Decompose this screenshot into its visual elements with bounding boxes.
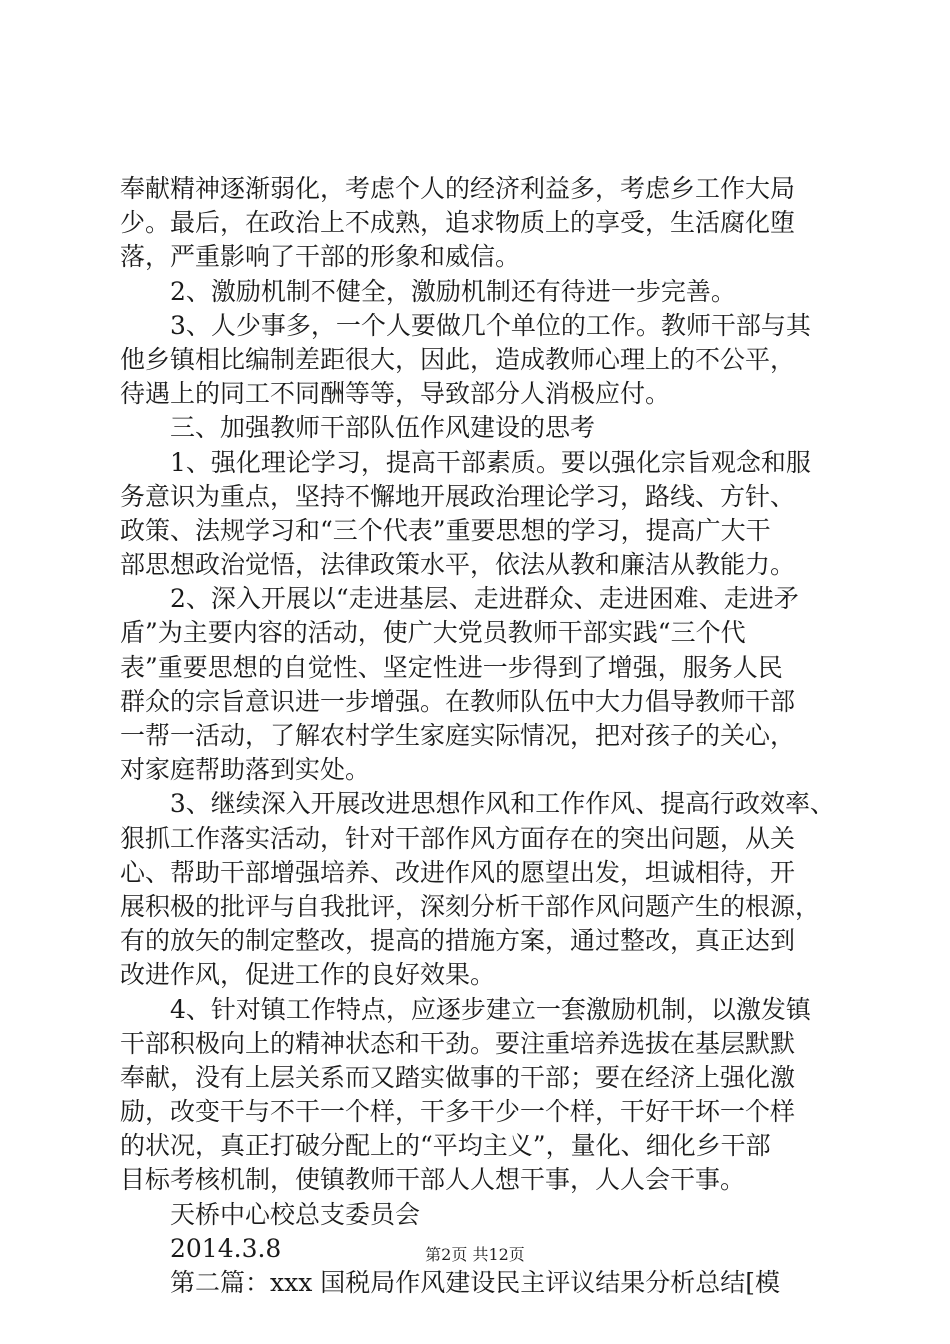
text-line: 一帮一活动，了解农村学生家庭实际情况，把对孩子的关心， <box>120 721 796 750</box>
text-line: 狠抓工作落实活动，针对干部作风方面存在的突出问题，从关 <box>120 823 796 853</box>
text-line: 表”重要思想的自觉性、坚定性进一步得到了增强，服务人民 <box>120 652 783 682</box>
page-footer: 第2页 共12页 <box>425 1245 525 1264</box>
text-line: 2、深入开展以“走进基层、走进群众、走进困难、走进矛 <box>120 584 799 614</box>
text-line: 部思想政治觉悟，法律政策水平，依法从教和廉洁从教能力。 <box>120 550 796 580</box>
text-line: 天桥中心校总支委员会 <box>120 1199 421 1229</box>
text-line: 2014.3.8 <box>120 1233 282 1263</box>
text-line: 奉献精神逐渐弱化，考虑个人的经济利益多，考虑乡工作大局 <box>120 174 796 203</box>
document-body <box>120 172 835 1300</box>
text-line: 少。最后，在政治上不成熟，追求物质上的享受，生活腐化堕 <box>120 208 796 238</box>
text-line: 2、激励机制不健全，激励机制还有待进一步完善。 <box>120 276 736 306</box>
text-line: 三、加强教师干部队伍作风建设的思考 <box>120 413 596 443</box>
text-line: 心、帮助干部增强培养、改进作风的愿望出发，坦诚相待，开 <box>120 857 796 887</box>
text-line: 4、针对镇工作特点，应逐步建立一套激励机制，以激发镇 <box>120 994 811 1024</box>
text-line: 励，改变干与不干一个样，干多干少一个样，干好干坏一个样 <box>120 1097 796 1127</box>
text-line: 群众的宗旨意识进一步增强。在教师队伍中大力倡导教师干部 <box>120 686 796 716</box>
text-line: 务意识为重点，坚持不懈地开展政治理论学习，路线、方针、 <box>120 481 796 511</box>
text-line: 目标考核机制，使镇教师干部人人想干事，人人会干事。 <box>120 1165 746 1195</box>
text-line: 盾”为主要内容的活动，使广大党员教师干部实践“三个代 <box>120 618 746 648</box>
text-line: 3、人少事多，一个人要做几个单位的工作。教师干部与其 <box>120 310 811 340</box>
text-line: 有的放矢的制定整改，提高的措施方案，通过整改，真正达到 <box>120 926 796 956</box>
text-line: 改进作风，促进工作的良好效果。 <box>120 960 496 990</box>
text-line: 1、强化理论学习，提高干部素质。要以强化宗旨观念和服 <box>120 447 811 477</box>
text-line: 3、继续深入开展改进思想作风和工作作风、提高行政效率、 <box>120 789 835 819</box>
text-line: 展积极的批评与自我批评，深刻分析干部作风问题产生的根源， <box>120 891 821 921</box>
text-line: 的状况，真正打破分配上的“平均主义”，量化、细化乡干部 <box>120 1131 771 1161</box>
text-line: 干部积极向上的精神状态和干劲。要注重培养选拔在基层默默 <box>120 1028 796 1058</box>
text-line: 他乡镇相比编制差距很大，因此，造成教师心理上的不公平， <box>120 344 796 374</box>
text-line: 第二篇：xxx 国税局作风建设民主评议结果分析总结[模 <box>120 1268 780 1297</box>
text-line: 对家庭帮助落到实处。 <box>120 755 371 785</box>
text-line: 落，严重影响了干部的形象和威信。 <box>120 242 521 272</box>
text-line: 政策、法规学习和“三个代表”重要思想的学习，提高广大干 <box>120 515 771 545</box>
text-line: 奉献，没有上层关系而又踏实做事的干部；要在经济上强化激 <box>120 1062 796 1092</box>
text-line: 待遇上的同工不同酬等等，导致部分人消极应付。 <box>120 379 671 409</box>
